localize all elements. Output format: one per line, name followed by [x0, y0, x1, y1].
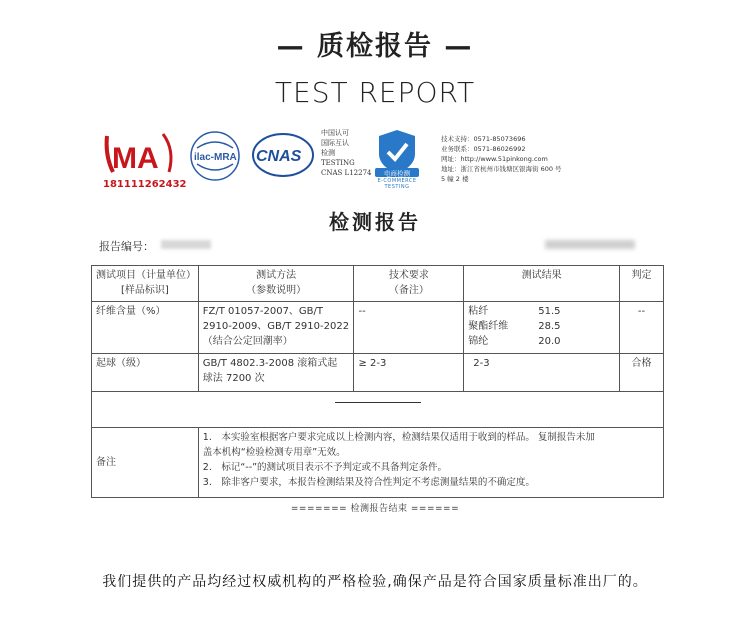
contact-tech-support: 技术支持：0571-85073696: [441, 135, 526, 143]
cell-result: 2-3: [464, 354, 620, 392]
svg-text:CNAS: CNAS: [256, 148, 302, 165]
svg-text:ilac-MRA: ilac-MRA: [194, 152, 237, 163]
test-results-table: [91, 265, 664, 498]
cell-requirement: ≥ 2-3: [354, 354, 464, 392]
header-method: 测试方法 （参数说明）: [198, 266, 354, 302]
report-date-redacted: [545, 240, 635, 249]
contact-address-2: 5 幢 2 楼: [441, 175, 469, 183]
notes-content: 1. 本实验室根据客户要求完成以上检测内容，检测结果仅适用于收到的样品。 复制报告未加 盖本机构“检验检测专用章”无效。 2. 标记“--”的测试项目表示不予判定或不具备判定条件。 3. 除非客户要求，本报告检测结果及符合性判定不考虑测量结果的不确定度。: [198, 428, 663, 498]
header-result: 测试结果: [464, 266, 620, 302]
notes-label: 备注: [92, 428, 199, 498]
report-number-redacted: [161, 240, 211, 249]
table-row: [92, 354, 664, 392]
page-title-en: TEST REPORT: [274, 76, 476, 109]
table-blank-row: [92, 392, 664, 428]
table-header-row: [92, 266, 664, 302]
table-row: [92, 302, 664, 354]
svg-text:MA: MA: [112, 142, 159, 175]
cell-item: 纤维含量（%）: [92, 302, 199, 354]
cma-number: 181111262432: [103, 179, 187, 190]
contact-info: [441, 134, 562, 184]
cnas-accreditation-text: 中国认可 国际互认 检测 TESTING CNAS L12274: [321, 129, 372, 177]
ilac-mra-logo-icon: [189, 130, 241, 182]
ecom-icon-text: 电商检测: [384, 169, 410, 178]
contact-address: 地址：浙江省杭州市钱塘区银海街 600 号: [441, 165, 562, 173]
cell-result: 粘纤 51.5 聚酯纤维 28.5 锦纶 20.0: [464, 302, 620, 354]
report-end-marker: ======= 检测报告结束 ======: [290, 504, 460, 514]
cell-judgment: 合格: [620, 354, 664, 392]
report-title: 检测报告: [329, 210, 421, 234]
certification-logos: [103, 128, 663, 194]
cell-method: GB/T 4802.3-2008 滚箱式起 球法 7200 次: [198, 354, 354, 392]
header-item: 测试项目（计量单位） [样品标识]: [92, 266, 199, 302]
contact-business: 业务联系：0571-86026992: [441, 145, 526, 153]
cell-item: 起球（级）: [92, 354, 199, 392]
header-judgment: 判定: [620, 266, 664, 302]
contact-website: 网址：http://www.51pinkong.com: [441, 155, 548, 163]
quality-statement: 我们提供的产品均经过权威机构的严格检验,确保产品是符合国家质量标准出厂的。: [102, 574, 648, 590]
header-requirement: 技术要求 （备注）: [354, 266, 464, 302]
report-number-label: 报告编号：: [99, 240, 154, 253]
cnas-logo-icon: [251, 132, 315, 178]
table-notes-row: [92, 428, 664, 498]
cell-judgment: --: [620, 302, 664, 354]
cell-requirement: --: [354, 302, 464, 354]
page-title-cn: — 质检报告 —: [276, 31, 474, 62]
signature-line: [335, 402, 421, 403]
cell-method: FZ/T 01057-2007、GB/T 2910-2009、GB/T 2910-2022 （结合公定回潮率）: [198, 302, 354, 354]
ecommerce-testing-label: E-COMMERCE TESTING: [377, 178, 417, 190]
